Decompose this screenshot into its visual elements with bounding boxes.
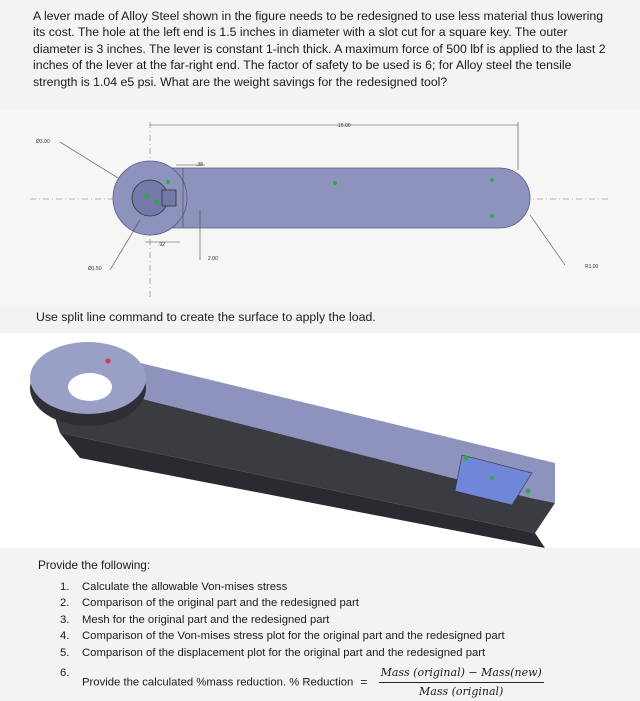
- marker-green-icon: [333, 181, 337, 185]
- lever-3d-view: [0, 333, 640, 548]
- dim-length: 15.00: [338, 123, 351, 129]
- marker-red-icon: [106, 359, 111, 364]
- marker-green-icon: [464, 456, 469, 461]
- list-item: 5. Comparison of the displacement plot for the original part and the redesigned part: [60, 646, 486, 659]
- problem-statement: A lever made of Alloy Steel shown in the figure needs to be redesigned to use less material thus lowering its cost. The hole at the left end is 1.5 inches in diameter with a slot cut for a square key. The outer diameter is 3 inches. The lever is constant 1-inch thick. A maximum force of 500 lbf is applied to the last 2 inches of the lever at the far-right end. The factor of safety to be used is 6; for Alloy steel the tensile strength is 1.04 e5 psi. What are the weight savings for the redesigned tool?: [33, 9, 606, 89]
- dim-end-radius: R1.00: [585, 264, 599, 270]
- marker-green-icon: [490, 476, 494, 480]
- list-item: 2. Comparison of the original part and the redesigned part: [60, 597, 359, 610]
- list-item: 3. Mesh for the original part and the redesigned part: [60, 613, 330, 626]
- dim-load-region: 2.00: [208, 256, 218, 262]
- formula-denominator: Mass (original): [419, 685, 504, 699]
- formula-numerator: Mass (original) − Mass(new): [379, 665, 544, 683]
- provide-heading: Provide the following:: [38, 558, 151, 572]
- dim-slot: .92: [158, 242, 165, 248]
- dim-key: .38: [196, 162, 203, 168]
- list-item: 1. Calculate the allowable Von-mises stress: [60, 581, 288, 593]
- list-item: 4. Comparison of the Von-mises stress plot for the original part and the redesigned part: [60, 630, 505, 643]
- marker-green-icon: [145, 194, 150, 199]
- dim-hole-dia: Ø1.50: [88, 266, 102, 272]
- dim-outer-dia: Ø3.00: [36, 139, 50, 145]
- instruction-text: Use split line command to create the surface to apply the load.: [36, 310, 376, 324]
- reduction-formula: [379, 665, 544, 701]
- marker-green-icon: [490, 178, 494, 182]
- marker-green-icon: [490, 214, 494, 218]
- marker-green-icon: [166, 180, 170, 184]
- list-item: 6. Provide the calculated %mass reduction. % Reduction = $\frac{\text{Mass (original) − Mass(new)}}{\text{Mass (original)}}$: [60, 665, 600, 701]
- lever-drawing: [0, 110, 640, 305]
- marker-green-icon: [526, 489, 531, 494]
- marker-green-icon: [155, 200, 159, 204]
- task-list: [60, 579, 600, 701]
- equals-sign: =: [360, 674, 368, 689]
